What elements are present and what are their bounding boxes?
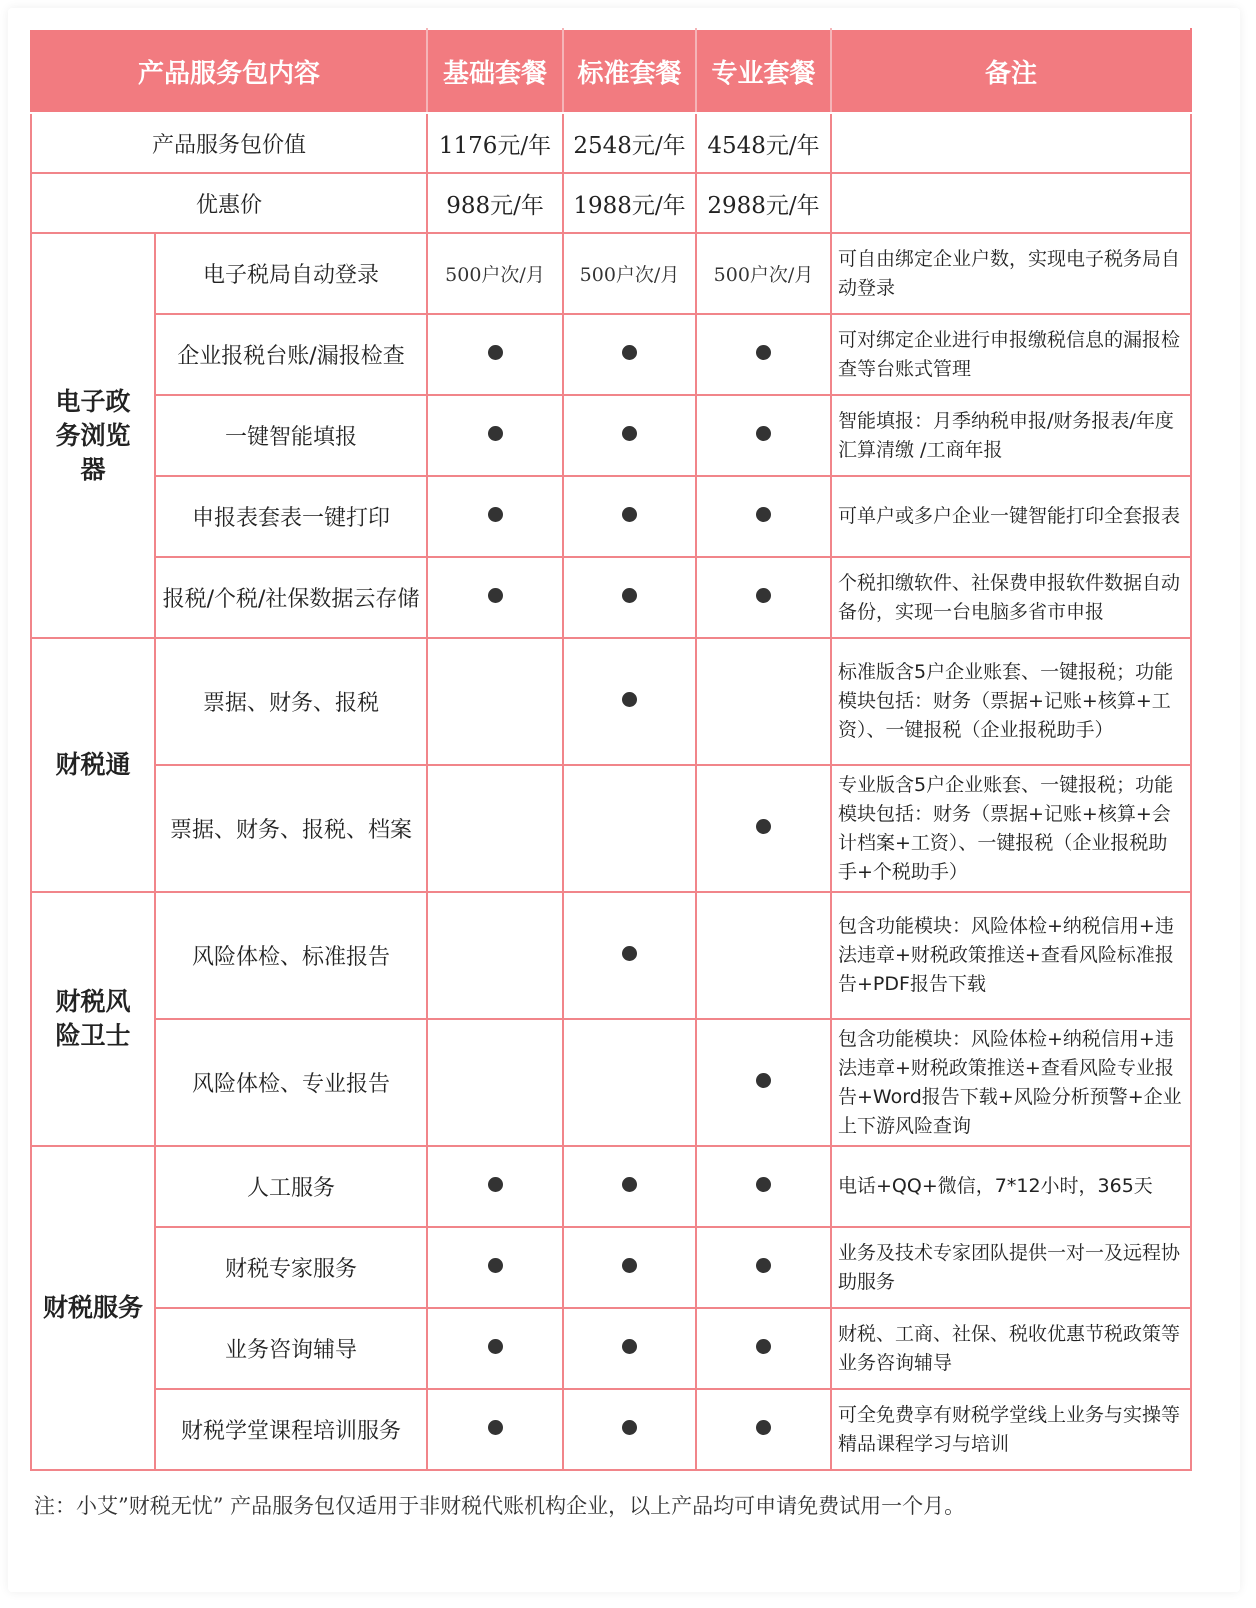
remark-cell: 可单户或多户企业一键智能打印全套报表	[831, 476, 1191, 557]
plan-cell: 500户次/月	[696, 233, 831, 314]
included-dot-icon	[622, 345, 637, 360]
feature-label: 申报表套表一键打印	[155, 476, 427, 557]
included-dot-icon	[622, 1177, 637, 1192]
group-label: 财税风险卫士	[31, 892, 155, 1146]
included-cell	[696, 1389, 831, 1470]
service-package-table	[30, 28, 1192, 1471]
remark-cell: 可全免费享有财税学堂线上业务与实操等精品课程学习与培训	[831, 1389, 1191, 1470]
included-dot-icon	[756, 1177, 771, 1192]
included-dot-icon	[756, 1073, 771, 1088]
group-label: 电子政务浏览器	[31, 233, 155, 638]
feature-label: 业务咨询辅导	[155, 1308, 427, 1389]
table-row	[31, 765, 1191, 892]
included-dot-icon	[488, 1258, 503, 1273]
included-dot-icon	[622, 1420, 637, 1435]
included-cell	[427, 314, 563, 395]
header-pro: 专业套餐	[696, 29, 831, 113]
table-row	[31, 1146, 1191, 1227]
included-cell	[563, 1227, 696, 1308]
remark-cell: 专业版含5户企业账套、一键报税；功能模块包括：财务（票据+记账+核算+会计档案+工资）、一键报税（企业报税助手+个税助手）	[831, 765, 1191, 892]
plan-cell: 500户次/月	[563, 233, 696, 314]
included-dot-icon	[488, 588, 503, 603]
table-row	[31, 557, 1191, 638]
included-dot-icon	[488, 1339, 503, 1354]
included-dot-icon	[488, 1420, 503, 1435]
discount-basic: 988元/年	[427, 173, 563, 233]
included-cell	[563, 314, 696, 395]
table-row	[31, 1227, 1191, 1308]
included-cell	[696, 1019, 831, 1146]
value-pro: 4548元/年	[696, 113, 831, 173]
included-dot-icon	[622, 426, 637, 441]
table-row	[31, 233, 1191, 314]
table-row	[31, 638, 1191, 765]
included-cell	[696, 476, 831, 557]
included-dot-icon	[622, 692, 637, 707]
included-dot-icon	[756, 588, 771, 603]
remark-cell: 财税、工商、社保、税收优惠节税政策等业务咨询辅导	[831, 1308, 1191, 1389]
included-dot-icon	[622, 1339, 637, 1354]
included-cell	[563, 892, 696, 1019]
included-cell	[427, 1146, 563, 1227]
included-cell	[427, 557, 563, 638]
discount-row	[31, 173, 1191, 233]
feature-label: 票据、财务、报税、档案	[155, 765, 427, 892]
included-cell	[696, 1227, 831, 1308]
table-row	[31, 1019, 1191, 1146]
remark-cell: 可自由绑定企业户数，实现电子税务局自动登录	[831, 233, 1191, 314]
remark-cell: 电话+QQ+微信，7*12小时，365天	[831, 1146, 1191, 1227]
remark-cell: 标准版含5户企业账套、一键报税；功能模块包括：财务（票据+记账+核算+工资）、一键报税（企业报税助手）	[831, 638, 1191, 765]
included-cell	[427, 395, 563, 476]
included-dot-icon	[622, 588, 637, 603]
table-row	[31, 314, 1191, 395]
plan-cell	[696, 892, 831, 1019]
value-row	[31, 113, 1191, 173]
feature-label: 报税/个税/社保数据云存储	[155, 557, 427, 638]
remark-cell: 包含功能模块：风险体检+纳税信用+违法违章+财税政策推送+查看风险专业报告+Word报告下载+风险分析预警+企业上下游风险查询	[831, 1019, 1191, 1146]
header-content: 产品服务包内容	[31, 29, 427, 113]
value-remark	[831, 113, 1191, 173]
footnote: 注：小艾”财税无忧” 产品服务包仅适用于非财税代账机构企业，以上产品均可申请免费试用一个月。	[34, 1494, 966, 1518]
header-row	[31, 29, 1191, 113]
table-row	[31, 1308, 1191, 1389]
remark-cell: 可对绑定企业进行申报缴税信息的漏报检查等台账式管理	[831, 314, 1191, 395]
plan-cell	[427, 765, 563, 892]
included-cell	[563, 476, 696, 557]
included-dot-icon	[488, 507, 503, 522]
included-dot-icon	[756, 1339, 771, 1354]
plan-cell	[563, 1019, 696, 1146]
table-row	[31, 395, 1191, 476]
feature-label: 风险体检、标准报告	[155, 892, 427, 1019]
included-dot-icon	[488, 426, 503, 441]
included-cell	[563, 638, 696, 765]
included-dot-icon	[756, 1420, 771, 1435]
included-dot-icon	[756, 507, 771, 522]
remark-cell: 智能填报：月季纳税申报/财务报表/年度汇算清缴 /工商年报	[831, 395, 1191, 476]
included-cell	[563, 1389, 696, 1470]
included-cell	[696, 314, 831, 395]
feature-label: 风险体检、专业报告	[155, 1019, 427, 1146]
included-cell	[427, 1308, 563, 1389]
header-basic: 基础套餐	[427, 29, 563, 113]
discount-label: 优惠价	[31, 173, 427, 233]
feature-label: 财税专家服务	[155, 1227, 427, 1308]
remark-cell: 个税扣缴软件、社保费申报软件数据自动备份，实现一台电脑多省市申报	[831, 557, 1191, 638]
discount-pro: 2988元/年	[696, 173, 831, 233]
included-dot-icon	[756, 426, 771, 441]
feature-label: 人工服务	[155, 1146, 427, 1227]
included-dot-icon	[488, 1177, 503, 1192]
included-cell	[563, 1308, 696, 1389]
header-remark: 备注	[831, 29, 1191, 113]
plan-cell	[427, 892, 563, 1019]
included-dot-icon	[756, 819, 771, 834]
included-dot-icon	[622, 1258, 637, 1273]
remark-cell: 业务及技术专家团队提供一对一及远程协助服务	[831, 1227, 1191, 1308]
included-cell	[696, 1308, 831, 1389]
feature-label: 票据、财务、报税	[155, 638, 427, 765]
included-cell	[563, 395, 696, 476]
included-dot-icon	[488, 345, 503, 360]
included-dot-icon	[756, 1258, 771, 1273]
included-cell	[563, 1146, 696, 1227]
included-cell	[696, 395, 831, 476]
included-cell	[563, 557, 696, 638]
included-dot-icon	[622, 507, 637, 522]
discount-remark	[831, 173, 1191, 233]
table-row	[31, 892, 1191, 1019]
discount-standard: 1988元/年	[563, 173, 696, 233]
included-cell	[696, 1146, 831, 1227]
value-basic: 1176元/年	[427, 113, 563, 173]
feature-label: 企业报税台账/漏报检查	[155, 314, 427, 395]
plan-cell	[427, 1019, 563, 1146]
header-standard: 标准套餐	[563, 29, 696, 113]
included-cell	[427, 476, 563, 557]
feature-label: 一键智能填报	[155, 395, 427, 476]
feature-label: 财税学堂课程培训服务	[155, 1389, 427, 1470]
remark-cell: 包含功能模块：风险体检+纳税信用+违法违章+财税政策推送+查看风险标准报告+PDF报告下载	[831, 892, 1191, 1019]
table-row	[31, 1389, 1191, 1470]
included-cell	[427, 1389, 563, 1470]
plan-cell	[427, 638, 563, 765]
group-label: 财税通	[31, 638, 155, 892]
plan-cell: 500户次/月	[427, 233, 563, 314]
included-cell	[696, 765, 831, 892]
plan-cell	[696, 638, 831, 765]
group-label: 财税服务	[31, 1146, 155, 1470]
included-dot-icon	[756, 345, 771, 360]
included-dot-icon	[622, 946, 637, 961]
included-cell	[696, 557, 831, 638]
value-standard: 2548元/年	[563, 113, 696, 173]
table-row	[31, 476, 1191, 557]
plan-cell	[563, 765, 696, 892]
value-label: 产品服务包价值	[31, 113, 427, 173]
feature-label: 电子税局自动登录	[155, 233, 427, 314]
included-cell	[427, 1227, 563, 1308]
